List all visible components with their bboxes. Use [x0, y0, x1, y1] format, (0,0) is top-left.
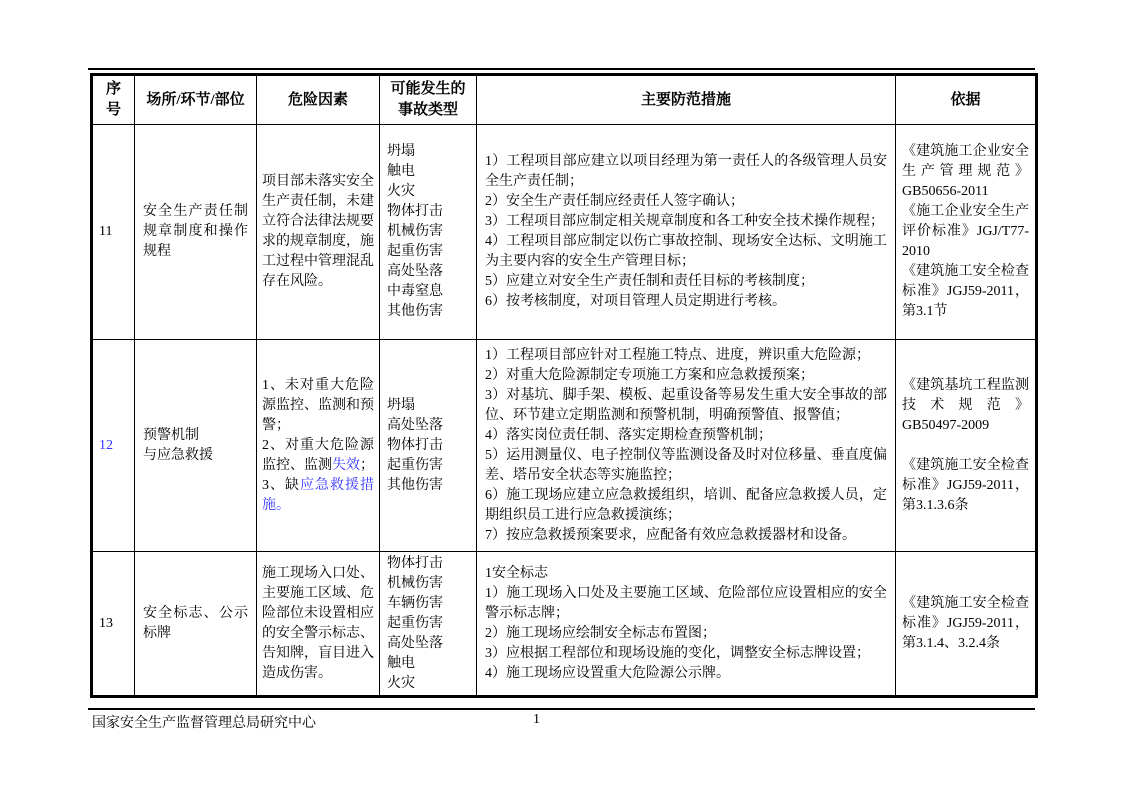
table-row-11: [92, 125, 1037, 340]
row13-measures: 1安全标志 1）施工现场入口处及主要施工区域、危险部位应设置相应的安全警示标志牌； 2）施工现场应绘制安全标志布置图； 3）应根据工程部位和现场设施的变化，调整安全标志牌设置； 4）施工现场应设置重大危险源公示牌。: [477, 552, 896, 697]
header-accident-type: 可能发生的事故类型: [380, 75, 477, 125]
row12-measures: 1）工程项目部应针对工程施工特点、进度，辨识重大危险源； 2）对重大危险源制定专项施工方案和应急救援预案； 3）对基坑、脚手架、模板、起重设备等易发生重大安全事故的部位、环节建立定期监测和预警机制，明确预警值、报警值； 4）落实岗位责任制、落实定期检查预警机制； 5）运用测量仪、电子控制仪等监测设备及时对位移量、垂直度偏差、塔吊安全状态等实施监控； 6）施工现场应建立应急救援组织，培训、配备应急救援人员，定期组织员工进行应急救援演练； 7）按应急救援预案要求，应配备有效应急救援器材和设备。: [477, 340, 896, 552]
row12-hazard-failure-link[interactable]: 失效: [332, 457, 360, 473]
row13-no: 13: [92, 552, 135, 697]
row12-location: 预警机制 与应急救援: [135, 340, 257, 552]
row12-hazard-line2-punct: ；: [360, 457, 374, 473]
row13-location: 安全标志、公示标牌: [135, 552, 257, 697]
row13-accident-types: 物体打击 机械伤害 车辆伤害 起重伤害 高处坠落 触电 火灾: [380, 552, 477, 697]
row11-measures: 1）工程项目部应建立以项目经理为第一责任人的各级管理人员安全生产责任制； 2）安全生产责任制应经责任人签字确认； 3）工程项目部应制定相关规章制度和各工种安全技术操作规程； 4）工程项目部应制定以伤亡事故控制、现场安全达标、文明施工为主要内容的安全生产管理目标； 5）应建立对安全生产责任制和责任目标的考核制度； 6）按考核制度，对项目管理人员定期进行考核。: [477, 125, 896, 340]
footer-rule: [88, 708, 1035, 710]
row12-no-link[interactable]: 12: [99, 437, 113, 453]
row11-basis: 《建筑施工企业安全生产管理规范》GB50656-2011 《施工企业安全生产评价标准》JGJ/T77-2010 《建筑施工安全检查标准》JGJ59-2011，第3.1节: [896, 125, 1037, 340]
header-location: 场所/环节/部位: [135, 75, 257, 125]
hazard-prevention-table: [90, 73, 1038, 698]
row12-hazard-line2-text: 2、对重大危险源监控、监测: [262, 437, 374, 473]
row12-hazard-line1: 1、未对重大危险源监控、监测和预警；: [262, 377, 374, 433]
row11-accident-types: 坍塌 触电 火灾 物体打击 机械伤害 起重伤害 高处坠落 中毒窒息 其他伤害: [380, 125, 477, 340]
table-row-13: [92, 552, 1037, 697]
row13-hazard: 施工现场入口处、主要施工区域、危险部位未设置相应的安全警示标志、告知牌，盲目进入造成伤害。: [257, 552, 380, 697]
row12-accident-types: 坍塌 高处坠落 物体打击 起重伤害 其他伤害: [380, 340, 477, 552]
header-hazard: 危险因素: [257, 75, 380, 125]
row12-hazard-line3: [262, 476, 374, 516]
header-measures: 主要防范措施: [477, 75, 896, 125]
row12-hazard: [257, 340, 380, 552]
row12-hazard-line3-text: 3、缺: [262, 477, 300, 493]
header-basis: 依据: [896, 75, 1037, 125]
row11-hazard: 项目部未落实安全生产责任制，未建立符合法律法规要求的规章制度，施工过程中管理混乱存在风险。: [257, 125, 380, 340]
row12-hazard-rescue-link[interactable]: 应急救援措施。: [262, 477, 374, 513]
footer-organization: 国家安全生产监督管理总局研究中心: [92, 716, 316, 731]
row11-location: 安全生产责任制规章制度和操作规程: [135, 125, 257, 340]
header-no: 序号: [92, 75, 135, 125]
row12-hazard-line2: [262, 436, 374, 476]
table-row-12: [92, 340, 1037, 552]
page-number: 1: [533, 712, 540, 727]
row12-no: [92, 340, 135, 552]
top-rule: [88, 68, 1035, 70]
row13-basis: 《建筑施工安全检查标准》JGJ59-2011，第3.1.4、3.2.4条: [896, 552, 1037, 697]
table-header-row: [92, 75, 1037, 125]
row12-basis: 《建筑基坑工程监测技术规范》GB50497-2009 《建筑施工安全检查标准》JGJ59-2011，第3.1.3.6条: [896, 340, 1037, 552]
row11-no: 11: [92, 125, 135, 340]
